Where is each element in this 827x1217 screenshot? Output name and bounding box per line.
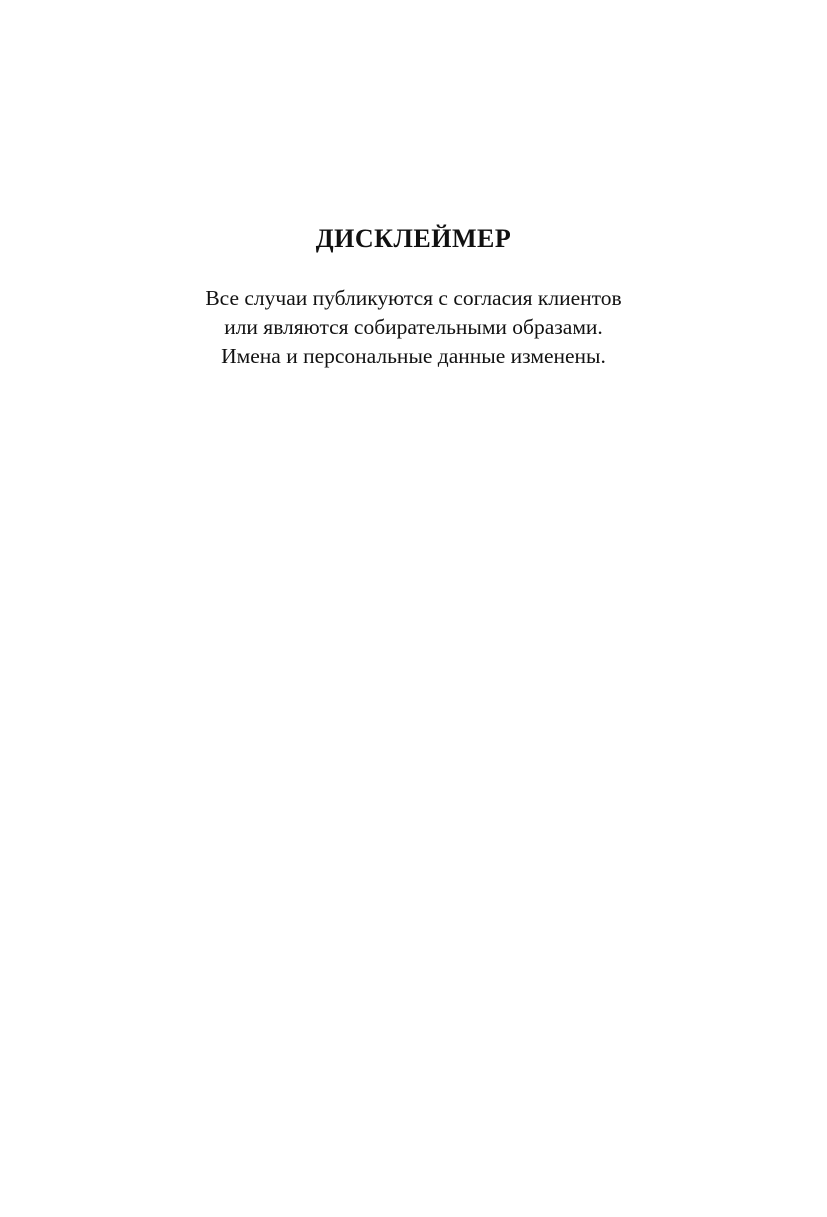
disclaimer-line-3: Имена и персональные данные изменены. bbox=[221, 344, 606, 368]
disclaimer-line-1: Все случаи публикуются с согласия клиентов bbox=[205, 286, 622, 310]
disclaimer-line-2: или являются собирательными образами. bbox=[224, 315, 603, 339]
page-title: ДИСКЛЕЙМЕР bbox=[315, 224, 512, 253]
disclaimer-paragraph bbox=[0, 284, 827, 371]
